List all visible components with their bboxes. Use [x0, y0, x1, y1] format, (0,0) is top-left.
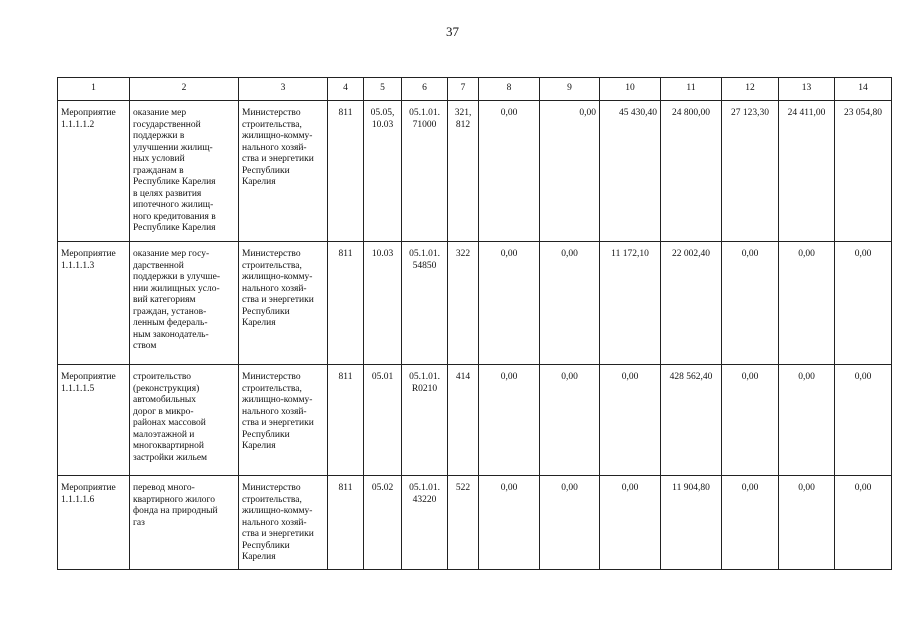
column-header: 3	[239, 78, 328, 101]
column-header: 10	[600, 78, 661, 101]
executor-cell: Министерство строительства, жилищно-комму- нального хозяй- ства и энергетики Республики Карелия	[239, 476, 328, 570]
measure-code-cell: Мероприятие 1.1.1.1.6	[58, 476, 130, 570]
amount-cell: 27 123,30	[722, 101, 779, 242]
expense-type-cell: 522	[448, 476, 479, 570]
measure-code-cell: Мероприятие 1.1.1.1.3	[58, 242, 130, 365]
executor-cell: Министерство строительства, жилищно-комму- нального хозяй- ства и энергетики Республики Карелия	[239, 242, 328, 365]
grbs-code-cell: 811	[328, 365, 364, 476]
amount-cell: 24 800,00	[661, 101, 722, 242]
amount-cell: 0,00	[540, 365, 600, 476]
section-code-cell: 10.03	[364, 242, 402, 365]
measure-code-cell: Мероприятие 1.1.1.1.2	[58, 101, 130, 242]
amount-cell: 23 054,80	[835, 101, 892, 242]
amount-cell: 0,00	[600, 365, 661, 476]
amount-cell: 22 002,40	[661, 242, 722, 365]
budget-table	[57, 77, 892, 570]
amount-cell: 24 411,00	[779, 101, 835, 242]
amount-cell: 0,00	[722, 242, 779, 365]
column-header: 14	[835, 78, 892, 101]
measure-description-cell: строительство (реконструкция) автомобильных дорог в микро- районах массовой малоэтажной и многоквартирной застройки жильем	[130, 365, 239, 476]
expense-type-cell: 414	[448, 365, 479, 476]
column-header: 5	[364, 78, 402, 101]
target-article-cell: 05.1.01. 71000	[402, 101, 448, 242]
amount-cell: 0,00	[600, 476, 661, 570]
amount-cell: 0,00	[779, 242, 835, 365]
amount-cell: 0,00	[835, 365, 892, 476]
measure-description-cell: оказание мер госу- дарственной поддержки в улучше- нии жилищных усло- вий категориям граждан, установ- ленным федераль- ным законодатель- ством	[130, 242, 239, 365]
target-article-cell: 05.1.01. 54850	[402, 242, 448, 365]
column-header: 8	[479, 78, 540, 101]
amount-cell: 0,00	[722, 476, 779, 570]
amount-cell: 11 172,10	[600, 242, 661, 365]
column-header: 12	[722, 78, 779, 101]
column-header: 11	[661, 78, 722, 101]
column-header: 13	[779, 78, 835, 101]
amount-cell: 0,00	[540, 476, 600, 570]
amount-cell: 0,00	[779, 476, 835, 570]
executor-cell: Министерство строительства, жилищно-комму- нального хозяй- ства и энергетики Республики Карелия	[239, 365, 328, 476]
amount-cell: 428 562,40	[661, 365, 722, 476]
amount-cell: 0,00	[479, 101, 540, 242]
expense-type-cell: 322	[448, 242, 479, 365]
grbs-code-cell: 811	[328, 101, 364, 242]
amount-cell: 0,00	[835, 242, 892, 365]
executor-cell: Министерство строительства, жилищно-комму- нального хозяй- ства и энергетики Республики Карелия	[239, 101, 328, 242]
measure-description-cell: оказание мер государственной поддержки в улучшении жилищ- ных условий гражданам в Республике Карелия в целях развития ипотечного жилищ- ного кредитования в Республике Карелия	[130, 101, 239, 242]
section-code-cell: 05.01	[364, 365, 402, 476]
amount-cell: 0,00	[479, 365, 540, 476]
column-header: 7	[448, 78, 479, 101]
column-header: 2	[130, 78, 239, 101]
amount-cell: 0,00	[540, 242, 600, 365]
measure-code-cell: Мероприятие 1.1.1.1.5	[58, 365, 130, 476]
amount-cell: 0,00	[540, 101, 600, 242]
column-header: 4	[328, 78, 364, 101]
header-row	[58, 78, 892, 101]
grbs-code-cell: 811	[328, 476, 364, 570]
amount-cell: 0,00	[779, 365, 835, 476]
grbs-code-cell: 811	[328, 242, 364, 365]
amount-cell: 0,00	[835, 476, 892, 570]
page-number: 37	[446, 24, 459, 39]
table-row	[58, 476, 892, 570]
column-header: 6	[402, 78, 448, 101]
expense-type-cell: 321, 812	[448, 101, 479, 242]
table-row	[58, 365, 892, 476]
measure-description-cell: перевод много- квартирного жилого фонда на природный газ	[130, 476, 239, 570]
column-header: 1	[58, 78, 130, 101]
column-header: 9	[540, 78, 600, 101]
amount-cell: 0,00	[722, 365, 779, 476]
table-row	[58, 242, 892, 365]
amount-cell: 0,00	[479, 242, 540, 365]
target-article-cell: 05.1.01. R0210	[402, 365, 448, 476]
section-code-cell: 05.05, 10.03	[364, 101, 402, 242]
amount-cell: 11 904,80	[661, 476, 722, 570]
target-article-cell: 05.1.01. 43220	[402, 476, 448, 570]
table-row	[58, 101, 892, 242]
amount-cell: 0,00	[479, 476, 540, 570]
amount-cell: 45 430,40	[600, 101, 661, 242]
section-code-cell: 05.02	[364, 476, 402, 570]
